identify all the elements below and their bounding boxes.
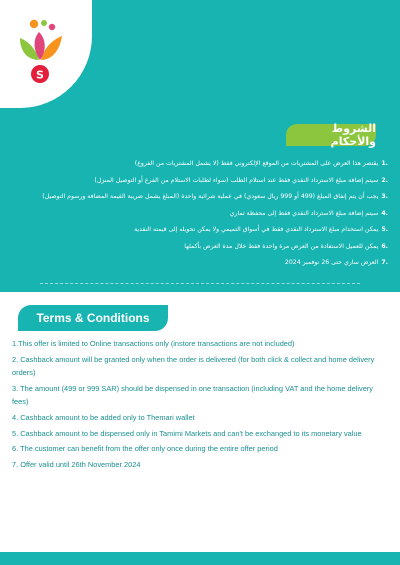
english-term-item: 7. Offer valid until 26th November 2024 xyxy=(12,460,141,470)
english-term-item: 5. Cashback amount to be dispensed only in Tamimi Markets and can't be exchanged to its monetary value xyxy=(12,428,362,438)
arabic-terms-section xyxy=(0,120,400,292)
arabic-terms-list xyxy=(8,158,388,274)
arabic-term-item xyxy=(8,158,388,169)
arabic-term-item xyxy=(8,208,388,219)
arabic-term-number: .2 xyxy=(381,176,388,184)
arabic-term-number: .7 xyxy=(381,259,388,266)
arabic-term-number: .4 xyxy=(381,209,388,217)
english-term-item: 6. The customer can benefit from the offer only once during the entire offer period xyxy=(12,444,278,454)
arabic-term-text: سيتم إضافة مبلغ الاسترداد النقدي فقط عند استلام الطلب (سواء لطلبات الاستلام من الفرع أو التوصيل المنزل) xyxy=(94,176,379,184)
english-term-item: 4. Cashback amount to be added only to Themari wallet xyxy=(12,412,195,422)
arabic-term-item xyxy=(8,191,388,202)
arabic-term-text: يمكن استخدام مبلغ الاسترداد النقدي فقط في أسواق التميمي ولا يمكن تحويله إلى قيمته النقدية xyxy=(134,226,379,233)
svg-text:S: S xyxy=(36,68,44,82)
arabic-term-text: سيتم إضافة مبلغ الاسترداد النقدي فقط إلى محفظة ثماري xyxy=(229,209,379,217)
arabic-term-number: .3 xyxy=(381,193,388,200)
english-term-item: 1.This offer is limited to Online transactions only (instore transactions are not included) xyxy=(12,339,295,348)
english-terms-title: Terms & Conditions xyxy=(18,305,168,331)
english-term-item: 3. The amount (499 or 999 SAR) should be dispensed in one transaction (including VAT and the home delivery fees) xyxy=(12,383,373,406)
arabic-term-text: العرض ساري حتى 26 نوفمبر 2024 xyxy=(284,259,379,266)
english-term-item: 2. Cashback amount will be granted only when the order is delivered (for both click & collect and home delivery orders) xyxy=(12,354,375,377)
english-terms-list xyxy=(12,337,384,474)
arabic-term-number: .1 xyxy=(381,160,388,167)
arabic-term-item xyxy=(8,241,388,252)
tamimi-markets-logo-icon xyxy=(12,18,68,88)
teal-footer-band xyxy=(0,552,400,565)
arabic-term-item xyxy=(8,224,388,235)
arabic-term-item xyxy=(8,257,388,268)
section-divider xyxy=(40,283,360,284)
arabic-term-number: .5 xyxy=(381,226,388,233)
arabic-term-number: .6 xyxy=(381,242,388,250)
arabic-term-item xyxy=(8,175,388,186)
arabic-term-text: يجب أن يتم إنفاق المبلغ (499 أو 999 ريال سعودي) في عملية شرائية واحدة (المبلغ يشمل ضريبة القيمة المضافة ورسوم التوصيل) xyxy=(42,193,379,200)
arabic-terms-title: الشروط والأحكام xyxy=(286,124,376,146)
arabic-term-text: يمكن للعميل الاستفادة من العرض مرة واحدة فقط خلال مدة العرض بأكملها xyxy=(184,242,379,250)
arabic-term-text: يقتصر هذا العرض على المشتريات من الموقع الإلكتروني فقط (لا يشمل المشتريات من الفروع) xyxy=(134,160,379,167)
